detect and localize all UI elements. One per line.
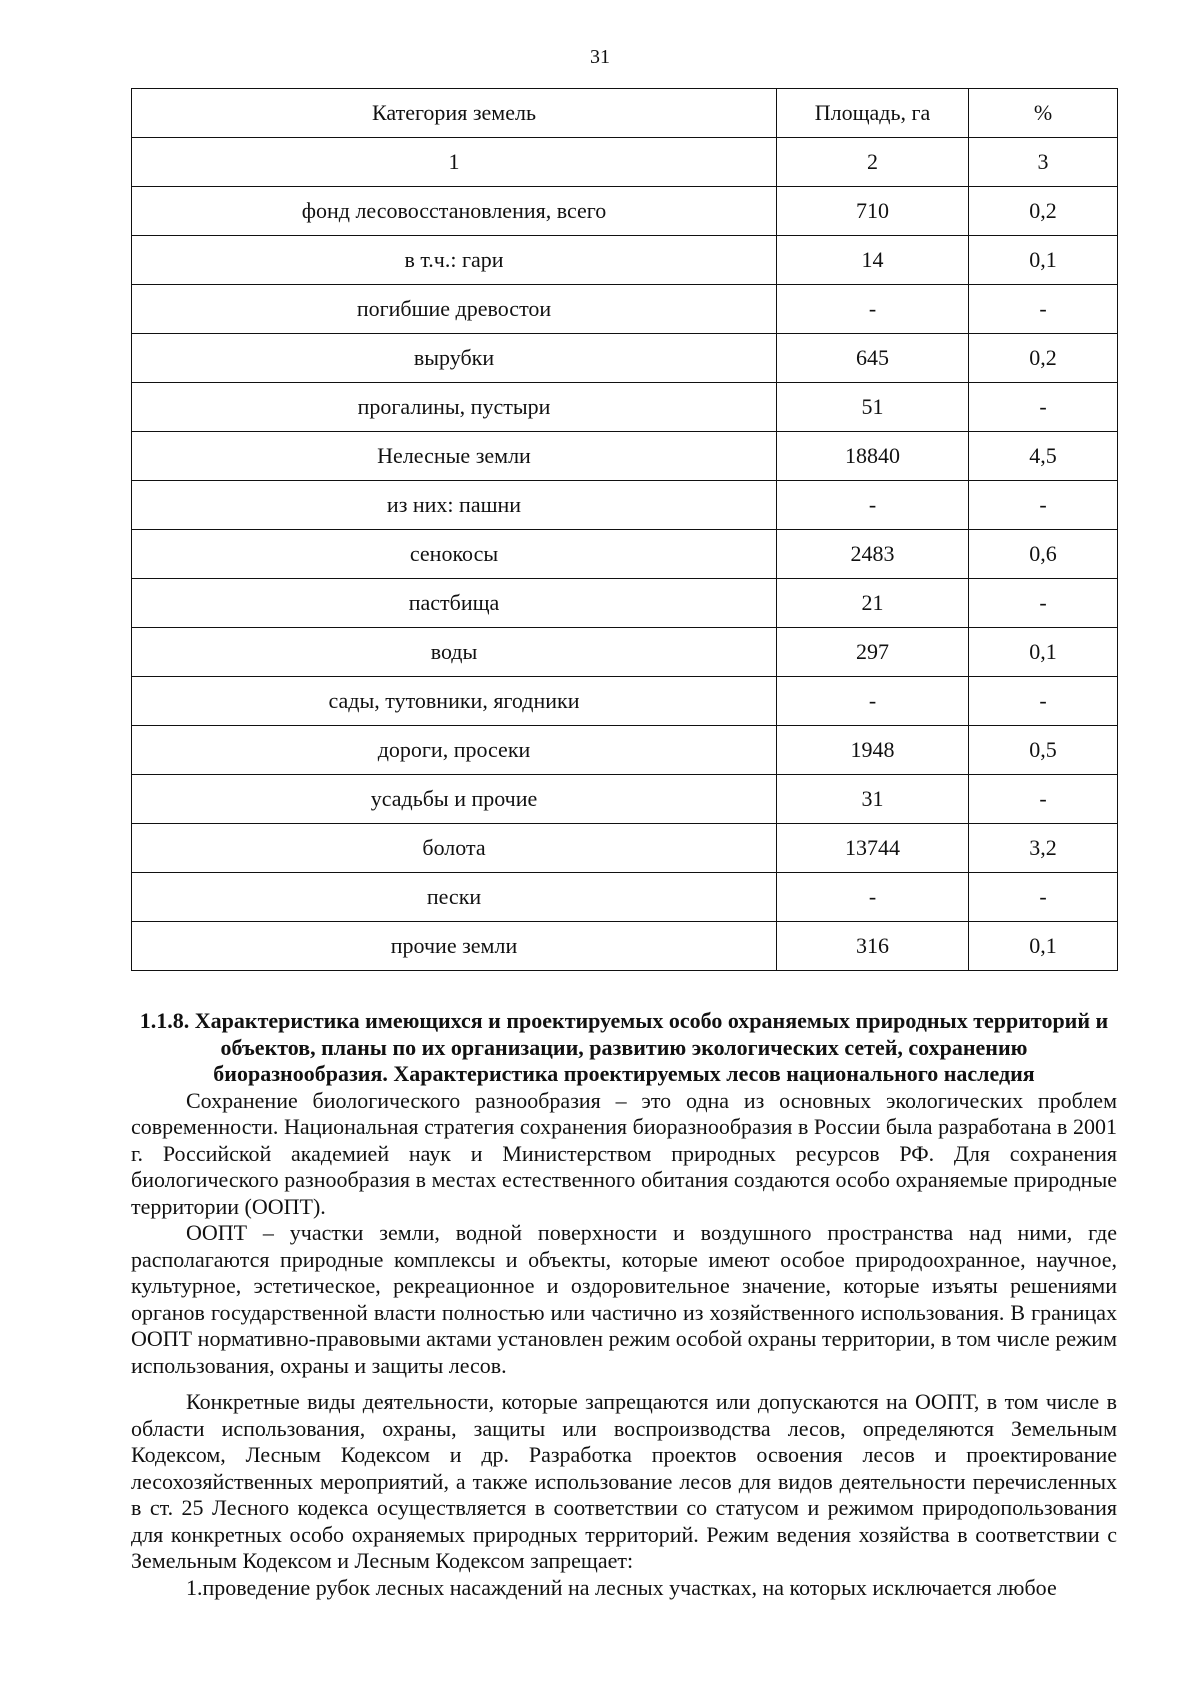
cell-area: 14 (777, 236, 969, 285)
cell-percent: - (969, 873, 1118, 922)
cell-category: в т.ч.: гари (132, 236, 777, 285)
cell-category: сады, тутовники, ягодники (132, 677, 777, 726)
cell-area: 31 (777, 775, 969, 824)
table-row (132, 775, 1118, 824)
table-row (132, 187, 1118, 236)
header-percent: % (969, 89, 1118, 138)
table-row (132, 628, 1118, 677)
cell-area: 18840 (777, 432, 969, 481)
table-row (132, 677, 1118, 726)
table-row (132, 285, 1118, 334)
cell-percent: 0,2 (969, 187, 1118, 236)
cell-category: вырубки (132, 334, 777, 383)
cell-percent: - (969, 775, 1118, 824)
cell-category: болота (132, 824, 777, 873)
cell-area: - (777, 481, 969, 530)
cell-percent: 0,1 (969, 236, 1118, 285)
table-row (132, 726, 1118, 775)
cell-category: дороги, просеки (132, 726, 777, 775)
table-row (132, 334, 1118, 383)
table-row (132, 824, 1118, 873)
table-body (132, 187, 1118, 971)
table-row (132, 432, 1118, 481)
cell-percent: 0,1 (969, 628, 1118, 677)
cell-area: 316 (777, 922, 969, 971)
cell-percent: 3,2 (969, 824, 1118, 873)
column-number: 1 (132, 138, 777, 187)
header-area: Площадь, га (777, 89, 969, 138)
section-heading: 1.1.8. Характеристика имеющихся и проектируемых особо охраняемых природных территорий и объектов, планы по их организации, развитию экологических сетей, сохранению биоразнообразия. Характеристика проектируемых лесов национального наследия (139, 1008, 1109, 1086)
cell-category: из них: пашни (132, 481, 777, 530)
cell-percent: - (969, 481, 1118, 530)
table-row (132, 579, 1118, 628)
cell-percent: - (969, 677, 1118, 726)
table-header-row (132, 89, 1118, 138)
cell-area: 710 (777, 187, 969, 236)
column-number: 3 (969, 138, 1118, 187)
table-column-numbers-row (132, 138, 1118, 187)
cell-category: Нелесные земли (132, 432, 777, 481)
cell-category: прочие земли (132, 922, 777, 971)
section-text (131, 1008, 1117, 1601)
cell-percent: 0,5 (969, 726, 1118, 775)
land-category-table (131, 88, 1118, 971)
cell-area: 13744 (777, 824, 969, 873)
cell-category: усадьбы и прочие (132, 775, 777, 824)
cell-category: воды (132, 628, 777, 677)
cell-area: - (777, 677, 969, 726)
cell-percent: 4,5 (969, 432, 1118, 481)
cell-area: 1948 (777, 726, 969, 775)
table-row (132, 922, 1118, 971)
cell-area: 51 (777, 383, 969, 432)
cell-area: - (777, 285, 969, 334)
cell-category: фонд лесовосстановления, всего (132, 187, 777, 236)
cell-category: прогалины, пустыри (132, 383, 777, 432)
paragraph: 1.проведение рубок лесных насаждений на лесных участках, на которых исключается любое (186, 1574, 1057, 1600)
cell-percent: - (969, 383, 1118, 432)
paragraph: Сохранение биологического разнообразия – это одна из основных экологических проблем современности. Национальная стратегия сохранения биоразнообразия в России была разработана в 2001 г. Российской академией наук и Министерством природных ресурсов РФ. Для сохранения биологического разнообразия в местах естественного обитания создаются особо охраняемые природные территории (ООПТ). (131, 1087, 1117, 1219)
cell-area: 645 (777, 334, 969, 383)
cell-area: 297 (777, 628, 969, 677)
cell-percent: 0,2 (969, 334, 1118, 383)
cell-percent: 0,6 (969, 530, 1118, 579)
cell-percent: - (969, 579, 1118, 628)
cell-percent: 0,1 (969, 922, 1118, 971)
table-row (132, 530, 1118, 579)
cell-area: - (777, 873, 969, 922)
table-row (132, 236, 1118, 285)
cell-percent: - (969, 285, 1118, 334)
table-row (132, 873, 1118, 922)
table-row (132, 481, 1118, 530)
cell-category: пастбища (132, 579, 777, 628)
cell-area: 2483 (777, 530, 969, 579)
cell-category: погибшие древостои (132, 285, 777, 334)
cell-category: сенокосы (132, 530, 777, 579)
page-number: 31 (590, 46, 610, 68)
paragraph: ООПТ – участки земли, водной поверхности и воздушного пространства над ними, где располагаются природные комплексы и объекты, которые имеют особое природоохранное, научное, культурное, эстетическое, рекреационное и оздоровительное значение, которые изъяты решениями органов государственной власти полностью или частично из хозяйственного использования. В границах ООПТ нормативно-правовыми актами установлен режим особой охраны территории, в том числе режим использования, охраны и защиты лесов. (131, 1220, 1117, 1378)
cell-area: 21 (777, 579, 969, 628)
header-category: Категория земель (132, 89, 777, 138)
table-row (132, 383, 1118, 432)
paragraph: Конкретные виды деятельности, которые запрещаются или допускаются на ООПТ, в том числе в области использования, охраны, защиты или воспроизводства лесов, определяются Земельным Кодексом, Лесным Кодексом и др. Разработка проектов освоения лесов и проектирование лесохозяйственных мероприятий, а также использование лесов для видов деятельности перечисленных в ст. 25 Лесного кодекса осуществляется в соответствии со статусом и режимом природопользования для конкретных особо охраняемых природных территорий. Режим ведения хозяйства в соответствии с Земельным Кодексом и Лесным Кодексом запрещает: (131, 1389, 1117, 1573)
column-number: 2 (777, 138, 969, 187)
cell-category: пески (132, 873, 777, 922)
